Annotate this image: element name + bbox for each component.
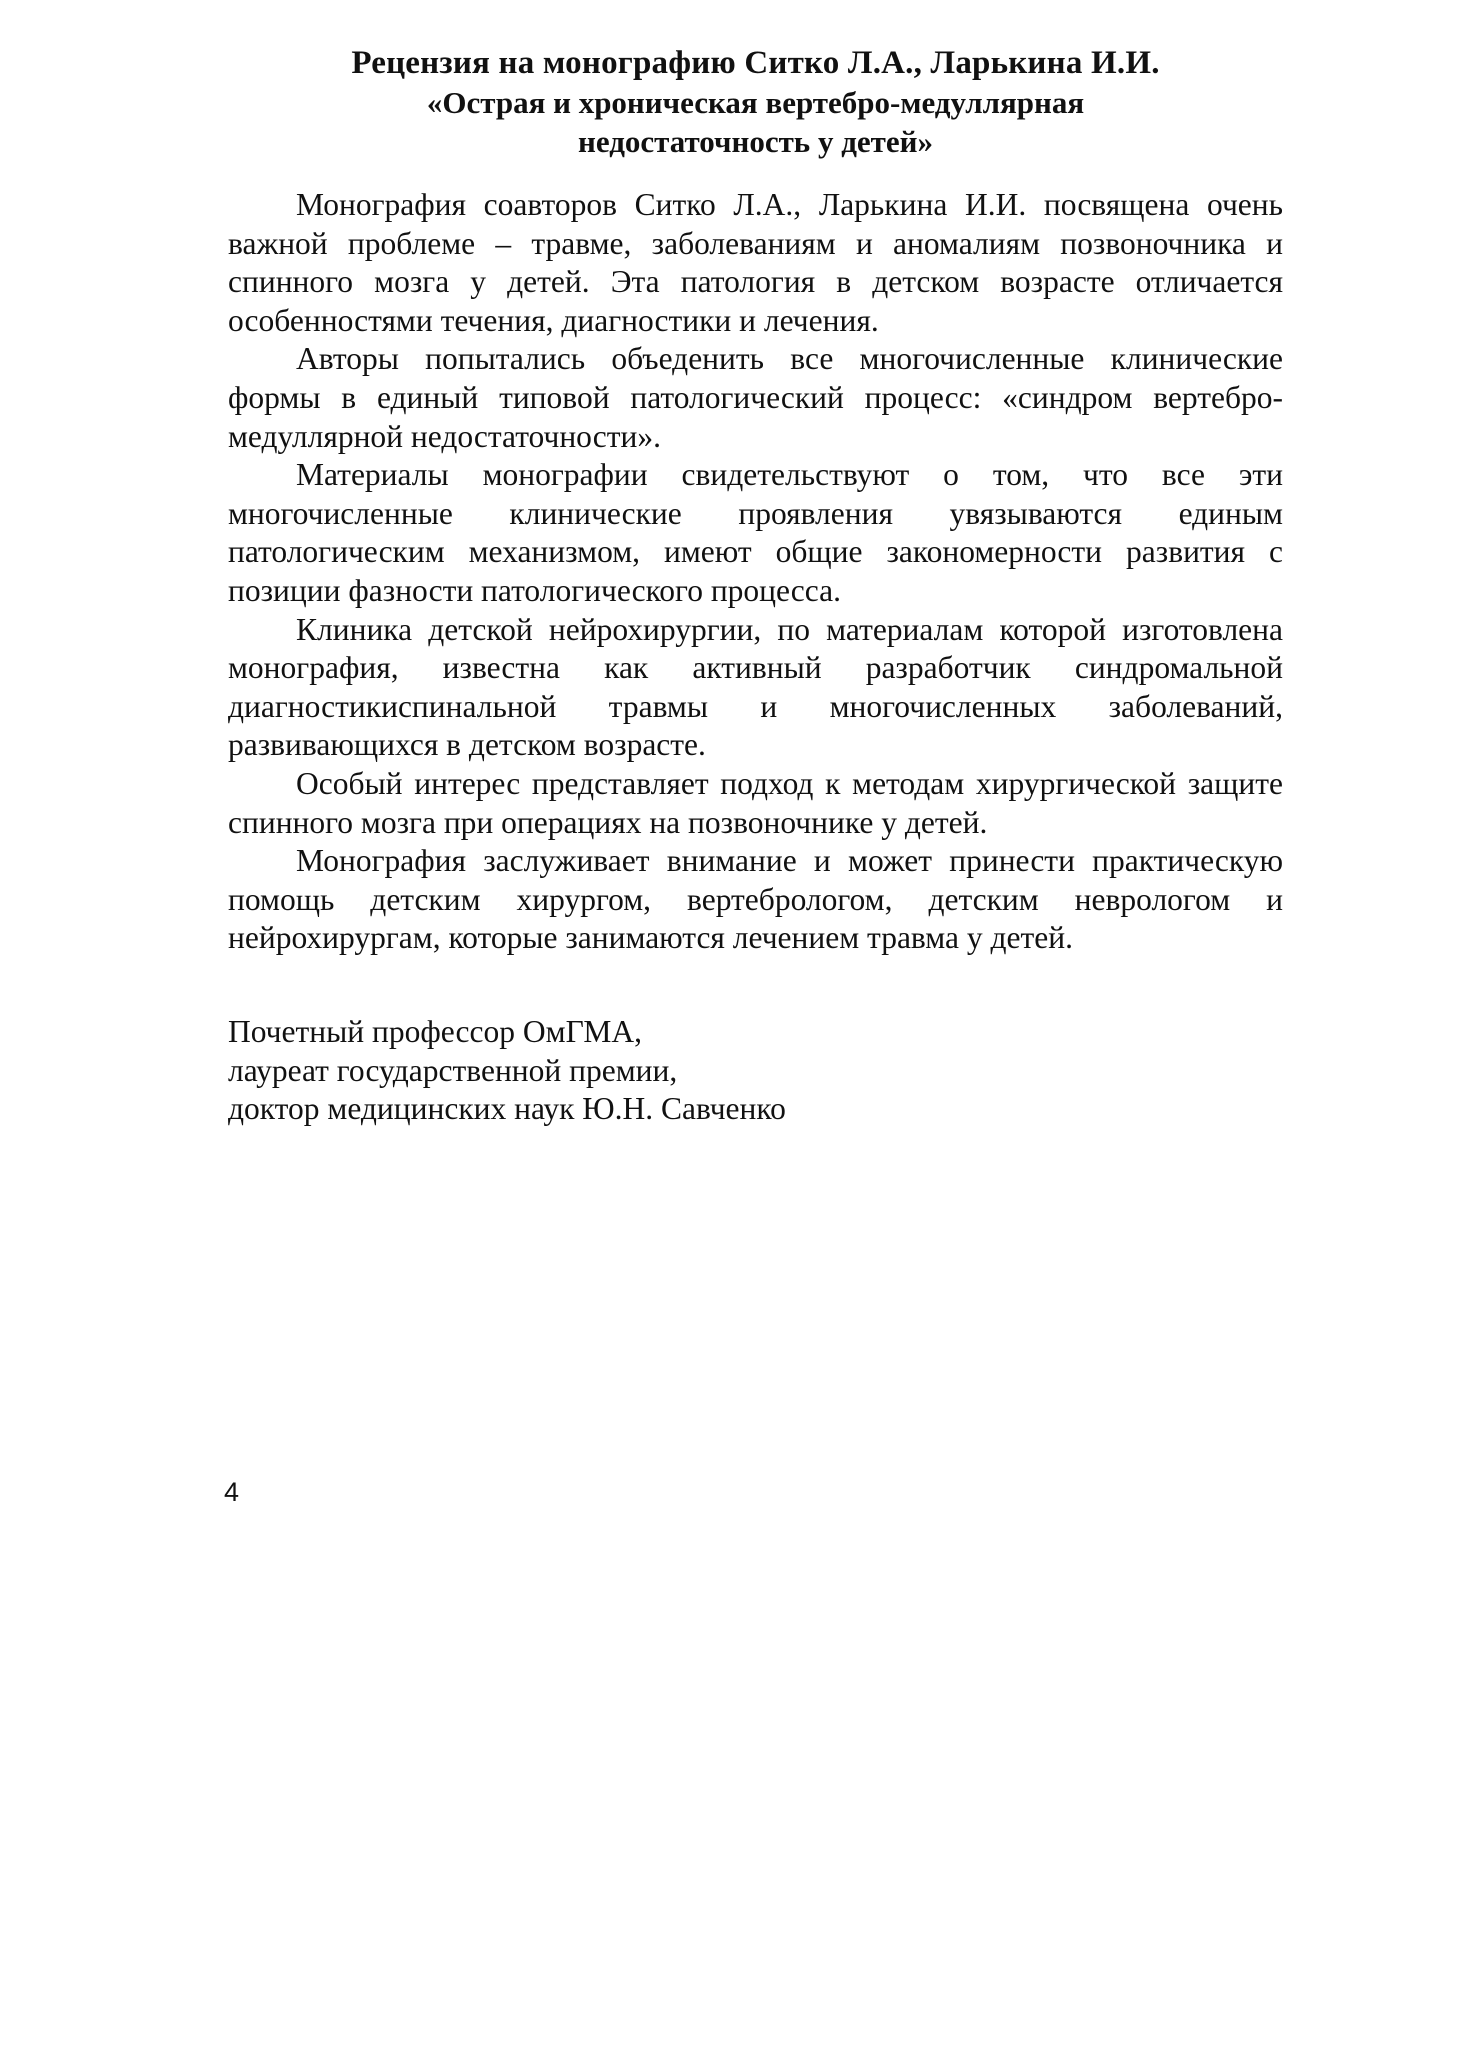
title-line-1: Рецензия на монографию Ситко Л.А., Ларькина И.И. bbox=[351, 45, 1160, 81]
page-number: 4 bbox=[224, 1477, 240, 1507]
signature-line-2: лауреат государственной премии, bbox=[228, 1052, 678, 1088]
title-line-3: недостаточность у детей» bbox=[578, 124, 933, 159]
title-line-2: «Острая и хроническая вертебро-медуллярная bbox=[426, 85, 1085, 120]
review-body bbox=[228, 186, 1283, 958]
paragraph-5: Особый интерес представляет подход к методам хирургической защите спинного мозга при операциях на позвоночнике у детей. bbox=[228, 765, 1283, 840]
signature-line-3: доктор медицинских наук Ю.Н. Савченко bbox=[228, 1091, 786, 1127]
paragraph-2: Авторы попытались объеденить все многочисленные клинические формы в единый типовой патологический процесс: «синдром вертебро-медуллярной недостаточности». bbox=[228, 341, 1283, 454]
signature-line-1: Почетный профессор ОмГМА, bbox=[228, 1014, 643, 1049]
document-title bbox=[228, 44, 1283, 161]
paragraph-3: Материалы монографии свидетельствуют о том, что все эти многочисленные клинические проявления увязываются единым патологическим механизмом, имеют общие закономерности развития с позиции фазности патологического процесса. bbox=[228, 457, 1283, 608]
paragraph-1: Монография соавторов Ситко Л.А., Ларькина И.И. посвящена очень важной проблеме – травме, заболеваниям и аномалиям позвоночника и спинного мозга у детей. Эта патология в детском возрасте отличается особенностями течения, диагностики и лечения. bbox=[228, 187, 1283, 338]
paragraph-4: Клиника детской нейрохирургии, по материалам которой изготовлена монография, известна как активный разработчик синдромальной диагностикиспинальной травмы и многочисленных заболеваний, развивающихся в детском возрасте. bbox=[228, 611, 1283, 763]
signature-block bbox=[228, 1013, 786, 1129]
paragraph-6: Монография заслуживает внимание и может принести практическую помощь детским хирургом, вертебрологом, детским неврологом и нейрохирургам, которые занимаются лечением травма у детей. bbox=[228, 843, 1283, 956]
